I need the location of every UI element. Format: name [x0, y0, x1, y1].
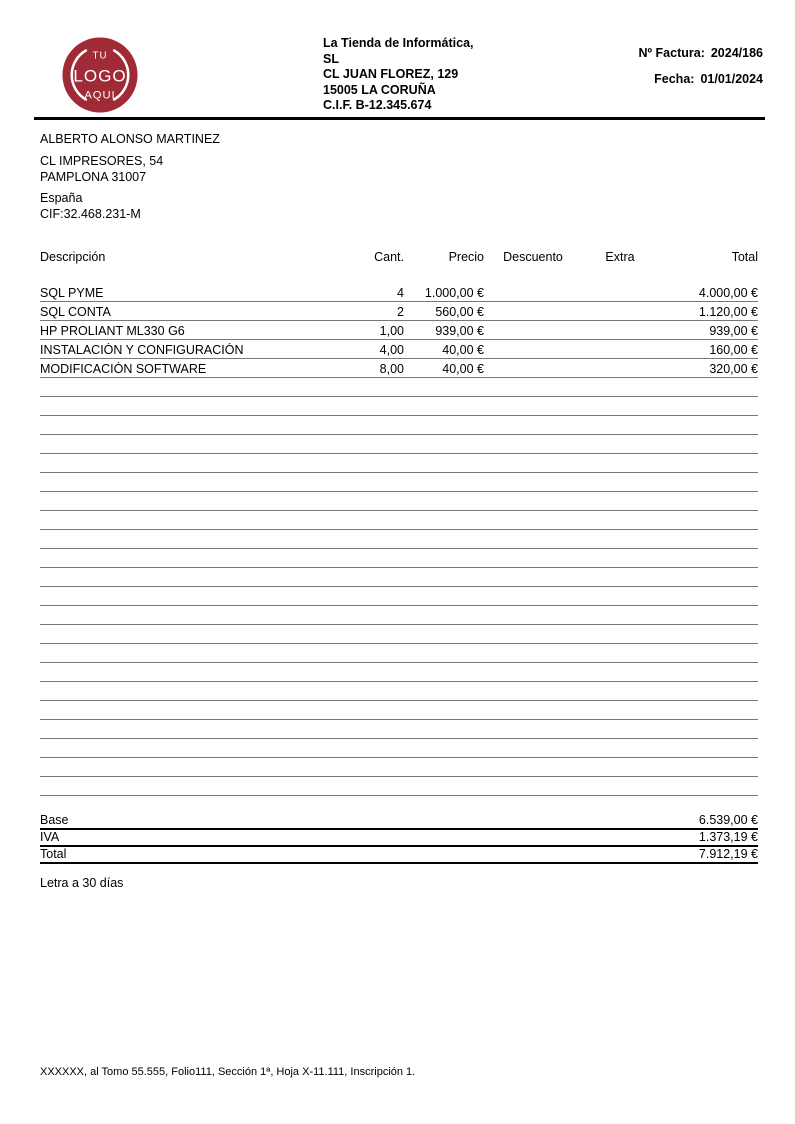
item-price: 40,00 €	[442, 343, 484, 357]
total-value: 7.912,19 €	[698, 847, 758, 861]
empty-table-row	[40, 378, 758, 397]
table-row	[40, 340, 758, 359]
empty-table-row	[40, 530, 758, 549]
item-description: SQL PYME	[40, 286, 104, 300]
header-divider	[34, 117, 765, 120]
empty-table-row	[40, 568, 758, 587]
total-row-base	[40, 813, 758, 830]
company-name-line1: La Tienda de Informática,	[323, 36, 474, 50]
header-quantity: Cant.	[374, 250, 404, 264]
customer-city: PAMPLONA 31007	[40, 170, 147, 184]
empty-table-row	[40, 758, 758, 777]
empty-table-row	[40, 549, 758, 568]
total-value: 6.539,00 €	[698, 813, 758, 827]
invoice-date-label: Fecha:	[654, 72, 695, 86]
item-description: MODIFICACIÓN SOFTWARE	[40, 362, 207, 376]
empty-table-row	[40, 682, 758, 701]
empty-table-row	[40, 473, 758, 492]
total-row-total	[40, 847, 758, 864]
empty-table-row	[40, 701, 758, 720]
header-description: Descripción	[40, 250, 106, 264]
customer-block	[40, 131, 360, 222]
invoice-number-value: 2024/186	[710, 46, 763, 60]
totals-block	[40, 813, 758, 864]
item-total: 160,00 €	[709, 343, 758, 357]
invoice-number-line	[543, 46, 763, 60]
item-total: 320,00 €	[709, 362, 758, 376]
empty-table-row	[40, 454, 758, 473]
item-total: 1.120,00 €	[698, 305, 758, 319]
item-quantity: 8,00	[379, 362, 404, 376]
item-description: SQL CONTA	[40, 305, 111, 319]
item-total: 4.000,00 €	[698, 286, 758, 300]
item-quantity: 4,00	[379, 343, 404, 357]
total-label: Total	[40, 847, 67, 861]
header-total: Total	[731, 250, 758, 264]
header-extra: Extra	[605, 250, 635, 264]
empty-table-row	[40, 492, 758, 511]
items-table	[40, 245, 758, 796]
empty-table-row	[40, 587, 758, 606]
empty-table-row	[40, 416, 758, 435]
empty-table-row	[40, 644, 758, 663]
header-price: Precio	[448, 250, 484, 264]
table-row	[40, 283, 758, 302]
logo-word-logo: LOGO	[73, 66, 127, 86]
empty-table-row	[40, 435, 758, 454]
item-description: HP PROLIANT ML330 G6	[40, 324, 185, 338]
customer-country: España	[40, 191, 83, 205]
item-price: 939,00 €	[435, 324, 484, 338]
table-row	[40, 359, 758, 378]
company-block	[323, 36, 573, 114]
logo-word-tu: TU	[92, 50, 108, 62]
company-street: CL JUAN FLOREZ, 129	[323, 67, 459, 81]
item-total: 939,00 €	[709, 324, 758, 338]
payment-note: Letra a 30 días	[40, 876, 124, 890]
invoice-date-value: 01/01/2024	[700, 72, 763, 86]
header-discount: Descuento	[503, 250, 563, 264]
customer-name: ALBERTO ALONSO MARTINEZ	[40, 132, 220, 146]
empty-table-row	[40, 720, 758, 739]
item-quantity: 1,00	[379, 324, 404, 338]
empty-table-row	[40, 777, 758, 796]
company-logo	[61, 36, 139, 114]
company-city: 15005 LA CORUÑA	[323, 82, 436, 97]
item-price: 40,00 €	[442, 362, 484, 376]
total-row-iva	[40, 830, 758, 847]
total-label: Base	[40, 813, 69, 827]
item-price: 1.000,00 €	[424, 286, 484, 300]
empty-rows-area	[40, 378, 758, 796]
table-row	[40, 321, 758, 340]
item-quantity: 2	[397, 305, 404, 319]
total-label: IVA	[40, 830, 60, 844]
invoice-number-label: Nº Factura:	[638, 46, 705, 60]
table-row	[40, 302, 758, 321]
registry-footer-note: XXXXXX, al Tomo 55.555, Folio111, Sección 1ª, Hoja X-11.111, Inscripción 1.	[40, 1066, 416, 1078]
item-description: INSTALACIÓN Y CONFIGURACIÓN	[40, 343, 244, 357]
item-quantity: 4	[397, 286, 404, 300]
empty-table-row	[40, 397, 758, 416]
empty-table-row	[40, 511, 758, 530]
items-table-header	[40, 245, 758, 264]
item-price: 560,00 €	[435, 305, 484, 319]
total-value: 1.373,19 €	[698, 830, 758, 844]
logo-word-aqui: AQUI	[84, 89, 116, 102]
empty-table-row	[40, 606, 758, 625]
company-cif: C.I.F. B-12.345.674	[323, 98, 432, 112]
empty-table-row	[40, 739, 758, 758]
customer-cif: CIF:32.468.231-M	[40, 207, 141, 221]
empty-table-row	[40, 625, 758, 644]
empty-table-row	[40, 663, 758, 682]
invoice-date-line	[543, 72, 763, 86]
invoice-meta-block	[543, 46, 763, 98]
company-name-line2: SL	[323, 51, 339, 66]
customer-street: CL IMPRESORES, 54	[40, 154, 164, 168]
